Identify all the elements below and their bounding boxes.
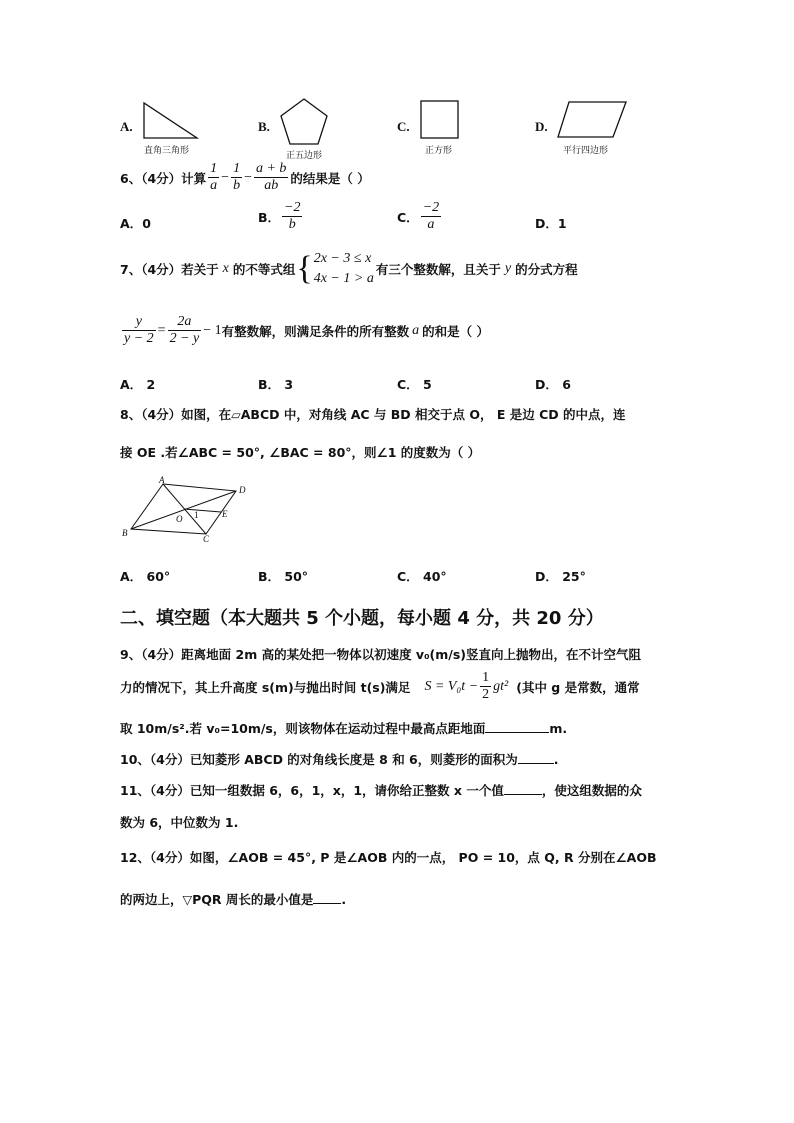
q7-var-x: x: [222, 261, 229, 276]
q6-option-a: [120, 214, 151, 232]
q8-stem-line2: 接 OE .若∠ABC = 50°, ∠BAC = 80°，则∠1 的度数为（ ）: [120, 445, 481, 460]
q5-option-b-caption: 正五边形: [286, 151, 323, 161]
q6-option-c-fraction: [421, 200, 441, 233]
q6-option-a-letter: A．: [120, 216, 143, 231]
q12-answer-blank[interactable]: [313, 891, 341, 904]
q6-f3-numerator: a + b: [255, 161, 287, 176]
q8-label-e: E: [222, 509, 228, 519]
q7-option-c: C． 5: [397, 377, 432, 392]
q8-label-b: B: [122, 528, 128, 538]
q6-option-d-value: 1: [557, 216, 567, 231]
q10-text: 10、（4分）已知菱形 ABCD 的对角线长度是 8 和 6，则菱形的面积为: [120, 752, 518, 767]
q7-inequality-1: 2x − 3 ≤ x: [313, 251, 372, 266]
q7-eq-f2-numerator: 2a: [168, 314, 202, 331]
q8-option-a: A． 60°: [120, 569, 171, 584]
q7-eq-f1-denominator: y − 2: [124, 331, 154, 346]
square-icon: [418, 99, 462, 141]
q6-prefix: 6、（4分）计算: [120, 170, 207, 186]
q6-fraction-3: [254, 161, 288, 194]
right-triangle-icon: [141, 100, 201, 142]
q7-mid: 的不等式组: [232, 262, 296, 277]
q7-stem-line1: [120, 249, 578, 289]
q12-line2-end: .: [341, 892, 347, 907]
q9-formula-denominator: 2: [482, 687, 490, 702]
q8-label-a: A: [159, 476, 165, 485]
q6-option-b-denominator: b: [288, 217, 296, 232]
q7-line2: 有整数解，则满足条件的所有整数: [221, 323, 410, 339]
q9-line3: 取 10m/s².若 v₀=10m/s，则该物体在运动过程中最高点距地面: [120, 721, 486, 736]
q6-minus-2: −: [244, 169, 252, 185]
q5-option-d-letter: D.: [535, 119, 548, 134]
q11-answer-blank[interactable]: [504, 782, 542, 795]
q8-option-d: D． 25°: [535, 569, 586, 584]
q8-parallelogram-abcd: [131, 484, 236, 534]
q9-answer-blank[interactable]: [485, 720, 549, 733]
q7-eq-sign: =: [157, 322, 166, 338]
q10-end: .: [553, 752, 559, 767]
q7-option-a: A． 2: [120, 377, 156, 392]
q9-stem-line1: 9、（4分）距离地面 2m 高的某处把一物体以初速度 v₀(m/s)竖直向上抛物出，在不计空气阻: [120, 647, 642, 662]
q12-stem-line1: 12、（4分）如图，∠AOB = 45°, P 是∠AOB 内的一点， PO = 10，点 Q, R 分别在∠AOB: [120, 850, 657, 865]
q6-option-c-letter: C．: [397, 209, 419, 225]
q8-segment-oe: [184, 509, 221, 512]
q6-fraction-2: [231, 161, 242, 194]
q6-f2-numerator: 1: [233, 161, 241, 176]
q7-var-y: y: [504, 261, 512, 276]
q8-stem-line1: 8、（4分）如图，在▱ABCD 中，对角线 AC 与 BD 相交于点 O， E 是边 CD 的中点，连: [120, 407, 626, 422]
q7-var-a: a: [412, 322, 420, 338]
q8-diagonal-bd: [131, 491, 236, 529]
q8-option-c: C． 40°: [397, 569, 447, 584]
q6-option-d-letter: D．: [535, 216, 558, 231]
q7-eq-f1-numerator: y: [122, 314, 156, 331]
q11-stem-line1: [120, 781, 642, 799]
q9-line3-end: m.: [549, 721, 568, 736]
q5-option-c-caption: 正方形: [425, 146, 453, 156]
q7-brace: {: [296, 250, 313, 287]
q9-line2-a: 力的情况下，其上升高度 s(m)与抛出时间 t(s)满足: [120, 679, 411, 695]
q7-eq-fraction-1: [122, 314, 156, 347]
q6-option-b-letter: B．: [258, 209, 281, 225]
q5-option-a-caption: 直角三角形: [144, 146, 190, 156]
q6-fraction-1: [208, 161, 219, 194]
q5-option-b-letter: B.: [258, 119, 270, 134]
q6-f2-denominator: b: [233, 178, 241, 193]
q7-inequality-system: [314, 249, 374, 289]
q6-option-b: [258, 200, 304, 233]
parallelogram-icon: [556, 99, 630, 141]
q6-option-b-numerator: −2: [284, 200, 301, 215]
q9-stem-line3: [120, 719, 567, 737]
q7-eq-tail: − 1: [203, 322, 222, 338]
q7-after2: 的分式方程: [515, 262, 578, 277]
q6-suffix: 的结果是（ ）: [290, 170, 370, 186]
q10-stem: [120, 750, 559, 768]
q9-formula-right: gt²: [493, 678, 509, 694]
q12-stem-line2: [120, 890, 346, 908]
q8-parallelogram-figure: [118, 476, 258, 544]
q6-f1-numerator: 1: [210, 161, 218, 176]
q9-stem-line2: [120, 670, 640, 703]
regular-pentagon-icon: [278, 96, 330, 148]
q6-stem: [120, 161, 370, 194]
q9-formula-left: S = V₀t −: [424, 678, 479, 694]
q7-stem-line2: [120, 314, 489, 347]
q6-option-c-numerator: −2: [422, 200, 440, 215]
q6-minus-1: −: [221, 169, 230, 185]
q8-option-b: B． 50°: [258, 569, 309, 584]
q11-stem-line2: 数为 6，中位数为 1.: [120, 815, 239, 830]
q8-label-d: D: [239, 485, 246, 495]
q12-line2: 的两边上，▽PQR 周长的最小值是: [120, 892, 314, 907]
q7-eq-f2-denominator: 2 − y: [169, 331, 200, 346]
q7-after: 有三个整数解，且关于: [375, 262, 501, 277]
q11-line1: 11、（4分）已知一组数据 6，6，1，x，1，请你给正整数 x 一个值: [120, 783, 504, 798]
q6-option-c-denominator: a: [427, 217, 435, 232]
q7-prefix: 7、（4分）若关于: [120, 262, 219, 277]
q6-option-c: [397, 200, 443, 233]
q7-option-b: B． 3: [258, 377, 294, 392]
q5-option-a-letter: A.: [120, 119, 133, 134]
q7-line2-end: 的和是（ ）: [422, 323, 490, 339]
q8-label-angle-1: 1: [194, 510, 199, 520]
q10-answer-blank[interactable]: [518, 751, 554, 764]
q6-option-d: [535, 214, 567, 232]
q9-formula-fraction: [480, 670, 491, 703]
q7-option-d: D． 6: [535, 377, 571, 392]
q6-f1-denominator: a: [210, 178, 218, 193]
q5-option-d-caption: 平行四边形: [563, 146, 609, 156]
q9-line2-b: (其中 g 是常数，通常: [516, 679, 640, 695]
q5-option-c-letter: C.: [397, 119, 410, 134]
q11-line1-end: ，使这组数据的众: [541, 783, 642, 798]
q7-eq-fraction-2: [168, 314, 202, 347]
q7-inequality-2: 4x − 1 > a: [313, 271, 374, 286]
q8-label-o: O: [176, 514, 183, 524]
q6-option-a-value: 0: [142, 216, 151, 231]
q6-f3-denominator: ab: [264, 178, 279, 193]
section-2-heading: 二、填空题（本大题共 5 个小题，每小题 4 分，共 20 分）: [120, 608, 604, 629]
q6-option-b-fraction: [282, 200, 302, 233]
q8-label-c: C: [203, 534, 210, 544]
q9-formula-numerator: 1: [482, 670, 490, 685]
